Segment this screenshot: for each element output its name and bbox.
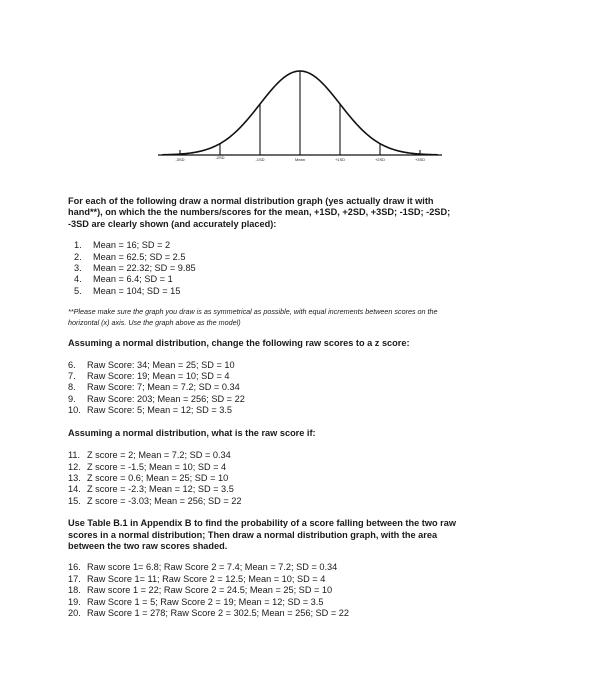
section1-heading [68, 196, 548, 230]
item-text: Mean = 104; SD = 15 [93, 285, 181, 296]
sd-axis-labels [175, 155, 425, 162]
item-text: Raw Score 1= 11; Raw Score 2 = 12.5; Mean = 10; SD = 4 [87, 573, 326, 584]
list-item [74, 274, 548, 285]
section4-heading [68, 518, 548, 552]
drawing-note [68, 307, 548, 328]
item-number: 7. [68, 371, 76, 382]
section1-heading-line: For each of the following draw a normal distribution graph (yes actually draw it with [68, 196, 434, 206]
item-number: 16. [68, 562, 81, 573]
section2-list [68, 360, 548, 417]
item-text: Z score = 2; Mean = 7.2; SD = 0.34 [87, 450, 231, 461]
sd-markers [180, 71, 420, 155]
sd-label-minus-1sd: -1SD [255, 157, 265, 162]
item-text: Mean = 22.32; SD = 9.85 [93, 263, 196, 274]
list-item [74, 240, 548, 251]
list-item [74, 252, 548, 263]
item-text: Mean = 62.5; SD = 2.5 [93, 251, 186, 262]
list-item [68, 484, 548, 495]
item-number: 3. [74, 263, 82, 274]
item-number: 19. [68, 596, 81, 607]
item-number: 15. [68, 495, 81, 506]
item-text: Raw Score 1 = 5; Raw Score 2 = 19; Mean = 12; SD = 3.5 [87, 596, 324, 607]
item-text: Z score = 0.6; Mean = 25; SD = 10 [87, 472, 229, 483]
list-item [68, 394, 548, 405]
sd-label-plus-1sd: +1SD [334, 157, 346, 162]
section1-heading-line: hand**), on which the the numbers/scores for the mean, +1SD, +2SD, +3SD; -1SD; -2SD; [68, 207, 451, 218]
item-number: 10. [68, 405, 81, 416]
section4-list [68, 562, 548, 619]
list-item [68, 597, 548, 608]
section1-list [74, 240, 548, 297]
list-item [68, 473, 548, 484]
item-text: Mean = 6.4; SD = 1 [93, 274, 173, 285]
item-number: 1. [74, 240, 82, 251]
item-text: Raw Score: 7; Mean = 7.2; SD = 0.34 [87, 382, 240, 393]
section4-heading-line: Use Table B.1 in Appendix B to find the probability of a score falling between the two raw [68, 518, 456, 529]
item-number: 20. [68, 607, 81, 618]
list-item [68, 496, 548, 507]
item-number: 13. [68, 472, 81, 483]
list-item [68, 562, 548, 573]
list-item [68, 608, 548, 619]
item-number: 12. [68, 461, 81, 472]
item-number: 4. [74, 274, 82, 285]
item-number: 6. [68, 359, 76, 370]
item-text: Mean = 16; SD = 2 [93, 240, 171, 251]
list-item [68, 585, 548, 596]
item-number: 2. [74, 251, 82, 262]
list-item [68, 405, 548, 416]
normal-distribution-graph [150, 58, 450, 180]
worksheet [68, 196, 548, 619]
item-text: Z score = -3.03; Mean = 256; SD = 22 [87, 495, 242, 506]
section3-heading: Assuming a normal distribution, what is the raw score if: [68, 427, 316, 438]
item-text: Raw Score 1 = 278; Raw Score 2 = 302.5; Mean = 256; SD = 22 [87, 607, 350, 618]
list-item [74, 286, 548, 297]
item-number: 11. [68, 450, 81, 461]
item-text: Raw Score: 5; Mean = 12; SD = 3.5 [87, 405, 233, 416]
section2-heading: Assuming a normal distribution, change the following raw scores to a z score: [68, 338, 410, 349]
item-text: Z score = -1.5; Mean = 10; SD = 4 [87, 461, 227, 472]
item-text: Raw Score: 34; Mean = 25; SD = 10 [87, 359, 235, 370]
item-number: 17. [68, 573, 81, 584]
section4-heading-line: between the two raw scores shaded. [68, 540, 228, 551]
item-text: Raw score 1 = 22; Raw Score 2 = 24.5; Mean = 25; SD = 10 [87, 585, 333, 596]
item-number: 9. [68, 393, 76, 404]
list-item [68, 574, 548, 585]
section1-heading-line: -3SD are clearly shown (and accurately placed): [68, 218, 277, 229]
note-line: horizontal (x) axis. Use the graph above as the model) [68, 317, 241, 327]
sd-label-minus-2sd: -2SD [215, 155, 225, 160]
item-text: Raw Score: 203; Mean = 256; SD = 22 [87, 393, 245, 404]
section4-heading-line: scores in a normal distribution; Then draw a normal distribution graph, with the area [68, 529, 438, 540]
list-item [68, 382, 548, 393]
sd-label-minus-3sd: -3SD [175, 157, 185, 162]
sd-label-mean: Mean [294, 157, 306, 162]
item-number: 18. [68, 585, 81, 596]
list-item [68, 450, 548, 461]
item-text: Raw Score: 19; Mean = 10; SD = 4 [87, 371, 230, 382]
list-item [68, 371, 548, 382]
item-number: 14. [68, 484, 81, 495]
item-text: Raw score 1= 6.8; Raw Score 2 = 7.4; Mean = 7.2; SD = 0.34 [87, 562, 338, 573]
list-item [74, 263, 548, 274]
section3-list [68, 450, 548, 507]
list-item [68, 462, 548, 473]
sd-label-plus-3sd: +3SD [414, 157, 426, 162]
item-text: Z score = -2.3; Mean = 12; SD = 3.5 [87, 484, 234, 495]
list-item [68, 360, 548, 371]
item-number: 8. [68, 382, 76, 393]
item-number: 5. [74, 285, 82, 296]
note-line: **Please make sure the graph you draw is as symmetrical as possible, with equal increments between scores on the [68, 307, 438, 317]
sd-label-plus-2sd: +2SD [374, 157, 386, 162]
